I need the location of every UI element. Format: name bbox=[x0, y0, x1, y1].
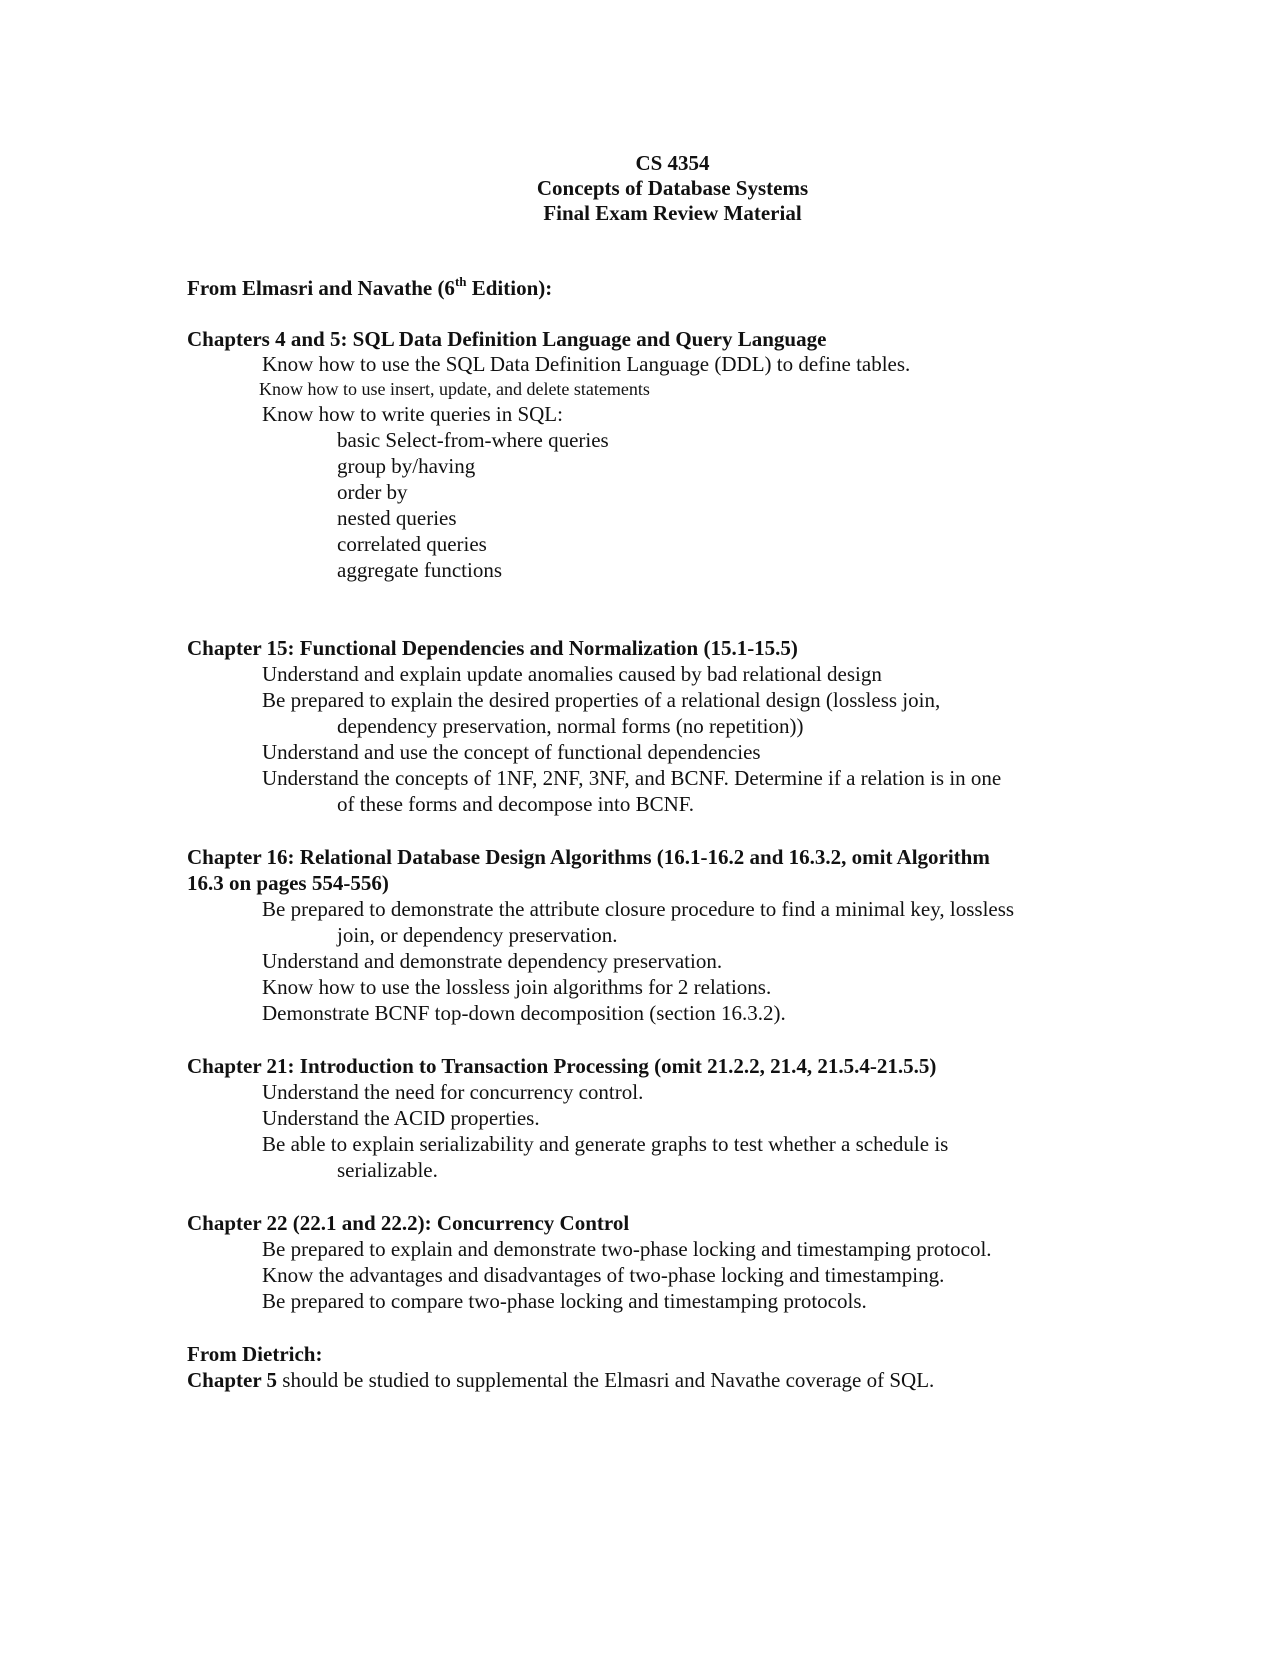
ch4-5-heading: Chapters 4 and 5: SQL Data Definition Language and Query Language bbox=[187, 327, 827, 351]
source-suffix: Edition): bbox=[466, 276, 553, 300]
ch15-heading: Chapter 15: Functional Dependencies and Normalization (15.1-15.5) bbox=[187, 636, 798, 660]
ch22-line: Be prepared to explain and demonstrate two-phase locking and timestamping protocol. bbox=[262, 1237, 992, 1261]
ch22-line: Know the advantages and disadvantages of two-phase locking and timestamping. bbox=[262, 1263, 945, 1287]
ch4-5-item: Know how to use insert, update, and delete statements bbox=[259, 379, 650, 399]
source-superscript: th bbox=[454, 274, 467, 289]
ch21-line: Be able to explain serializability and generate graphs to test whether a schedule is bbox=[262, 1132, 949, 1156]
ch15-line: Understand and explain update anomalies caused by bad relational design bbox=[262, 662, 882, 686]
ch22-line: Be prepared to compare two-phase locking and timestamping protocols. bbox=[262, 1289, 867, 1313]
ch4-5-item: Know how to use the SQL Data Definition Language (DDL) to define tables. bbox=[262, 352, 911, 376]
ch4-5-item: Know how to write queries in SQL: bbox=[262, 402, 563, 426]
ch16-line: Understand and demonstrate dependency preservation. bbox=[262, 949, 723, 973]
ch4-5-subitem: correlated queries bbox=[337, 532, 487, 556]
dietrich-chapter: Chapter 5 bbox=[187, 1368, 278, 1392]
ch16-heading-cont: 16.3 on pages 554-556) bbox=[187, 871, 389, 895]
ch4-5-subitem: nested queries bbox=[337, 506, 457, 530]
ch16-line: Be prepared to demonstrate the attribute closure procedure to find a minimal key, lossless bbox=[262, 897, 1015, 921]
ch4-5-subitem: order by bbox=[337, 480, 408, 504]
dietrich-text: should be studied to supplemental the Elmasri and Navathe coverage of SQL. bbox=[277, 1368, 935, 1392]
dietrich-line bbox=[187, 1367, 934, 1393]
source-prefix: From Elmasri and Navathe (6 bbox=[187, 276, 455, 300]
ch21-heading: Chapter 21: Introduction to Transaction Processing (omit 21.2.2, 21.4, 21.5.4-21.5.5) bbox=[187, 1054, 937, 1078]
ch15-line: of these forms and decompose into BCNF. bbox=[337, 792, 695, 816]
ch16-line: Demonstrate BCNF top-down decomposition (section 16.3.2). bbox=[262, 1001, 786, 1025]
ch4-5-subitem: basic Select-from-where queries bbox=[337, 428, 609, 452]
ch16-line: Know how to use the lossless join algorithms for 2 relations. bbox=[262, 975, 772, 999]
course-code: CS 4354 bbox=[635, 151, 710, 175]
ch15-line: Understand the concepts of 1NF, 2NF, 3NF, and BCNF. Determine if a relation is in one bbox=[262, 766, 1002, 790]
document-title: Final Exam Review Material bbox=[543, 201, 802, 225]
ch15-line: Be prepared to explain the desired properties of a relational design (lossless join, bbox=[262, 688, 941, 712]
course-title: Concepts of Database Systems bbox=[536, 176, 809, 200]
ch21-line: serializable. bbox=[337, 1158, 438, 1182]
ch16-line: join, or dependency preservation. bbox=[337, 923, 618, 947]
dietrich-heading: From Dietrich: bbox=[187, 1342, 323, 1366]
ch15-line: dependency preservation, normal forms (no repetition)) bbox=[337, 714, 804, 738]
ch15-line: Understand and use the concept of functional dependencies bbox=[262, 740, 761, 764]
ch4-5-subitem: group by/having bbox=[337, 454, 476, 478]
ch21-line: Understand the need for concurrency control. bbox=[262, 1080, 644, 1104]
ch4-5-subitem: aggregate functions bbox=[337, 558, 503, 582]
ch21-line: Understand the ACID properties. bbox=[262, 1106, 540, 1130]
ch16-heading: Chapter 16: Relational Database Design Algorithms (16.1-16.2 and 16.3.2, omit Algorithm bbox=[187, 845, 990, 869]
ch22-heading: Chapter 22 (22.1 and 22.2): Concurrency Control bbox=[187, 1211, 630, 1235]
source-heading bbox=[187, 275, 552, 301]
